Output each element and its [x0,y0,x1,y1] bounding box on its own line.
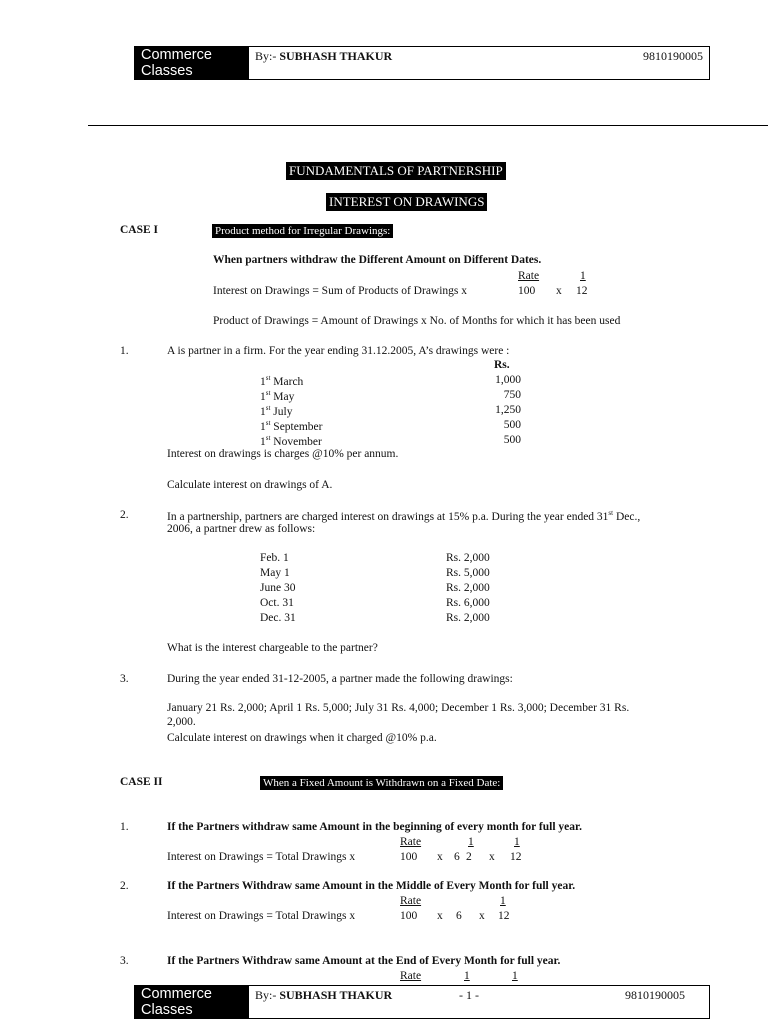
q3-list-cont: 2,000. [167,716,196,728]
case1-product-line: Product of Drawings = Amount of Drawings x No. of Months for which it has been used [213,315,621,327]
case2-item2-x2: x [479,910,485,922]
q1-row-amount: 1,250 [495,404,521,416]
case2-item3-one-a: 1 [464,970,470,982]
q2-text: In a partnership, partners are charged interest on drawings at 15% p.a. During the year ended 31st Dec., [167,509,641,523]
brand-logo: Commerce Classes [135,47,249,79]
case2-item1-one-a: 1 [468,836,474,848]
q3-ask: Calculate interest on drawings when it charged @10% p.a. [167,732,437,744]
q2-dates [260,552,296,627]
q1-row-amount: 500 [503,434,521,446]
q2-row-date: May 1 [260,567,290,579]
header-author: SUBHASH THAKUR [279,49,393,63]
q3-number: 3. [120,673,129,685]
page-number: - 1 - [459,988,479,1002]
case2-heading: When a Fixed Amount is Withdrawn on a Fixed Date: [260,776,503,790]
case1-rate: Rate [518,270,540,282]
q1-note: Interest on drawings is charges @10% per annum. [167,448,399,460]
q2-amounts [446,552,490,627]
q1-row-date: 1st November [260,434,322,448]
case2-item3-one-b: 1 [512,970,518,982]
case1-label: CASE I [120,224,159,236]
q2-row-date: Dec. 31 [260,612,296,624]
q2-row-amount: Rs. 2,000 [446,582,490,594]
case2-item1-x1: x [437,851,443,863]
q1-row-amount: 500 [503,419,521,431]
case1-one: 1 [580,270,586,282]
page-footer [134,985,710,1019]
q1-row-amount: 1,000 [495,374,521,386]
header-rule [88,125,768,126]
q2-row-amount: Rs. 6,000 [446,597,490,609]
case1-x: x [556,285,562,297]
case1-bold-line: When partners withdraw the Different Amount on Different Dates. [213,254,542,266]
case2-item1-two: 2 [466,851,472,863]
q2-row-amount: Rs. 5,000 [446,567,490,579]
page-title: FUNDAMENTALS OF PARTNERSHIP [286,162,506,180]
case2-item1-twelve: 12 [510,851,522,863]
case2-item3-number: 3. [120,955,129,967]
case2-item2-rate: Rate [400,895,422,907]
case2-item2-one: 1 [500,895,506,907]
case2-item3-heading: If the Partners Withdraw same Amount at the End of Every Month for full year. [167,955,561,967]
footer-phone: 9810190005 [625,988,685,1002]
q1-number: 1. [120,345,129,357]
q1-col-head: Rs. [494,359,510,371]
q2-row-date: Feb. 1 [260,552,289,564]
q2-row-amount: Rs. 2,000 [446,612,490,624]
q1-row-date: 1st March [260,374,304,388]
footer-author: SUBHASH THAKUR [279,988,393,1002]
page-header [134,46,710,80]
case2-item1-hundred: 100 [400,851,418,863]
footer-brand-logo: Commerce Classes [135,986,249,1018]
q2-row-date: June 30 [260,582,296,594]
q3-text: During the year ended 31-12-2005, a partner made the following drawings: [167,673,513,685]
q1-amounts [470,374,521,449]
case1-twelve: 12 [576,285,588,297]
case2-item2-six: 6 [456,910,462,922]
case1-hundred: 100 [518,285,536,297]
q1-row-date: 1st September [260,419,323,433]
q1-row-date: 1st May [260,389,295,403]
case2-item1-heading: If the Partners withdraw same Amount in the beginning of every month for full year. [167,821,582,833]
case2-item2-formula: Interest on Drawings = Total Drawings x [167,910,356,922]
footer-byline: By:- SUBHASH THAKUR [255,988,393,1002]
case2-item2-twelve: 12 [498,910,510,922]
q2-row-date: Oct. 31 [260,597,294,609]
q1-row-amount: 750 [503,389,521,401]
case2-item1-one-b: 1 [514,836,520,848]
q2-text-cont: 2006, a partner drew as follows: [167,523,316,535]
case2-label: CASE II [120,776,163,788]
q2-row-amount: Rs. 2,000 [446,552,490,564]
q2-number: 2. [120,509,129,521]
case2-item2-number: 2. [120,880,129,892]
q1-ask: Calculate interest on drawings of A. [167,479,333,491]
case2-item2-x1: x [437,910,443,922]
q2-ask: What is the interest chargeable to the partner? [167,642,378,654]
q1-dates [260,374,322,449]
q3-list: January 21 Rs. 2,000; April 1 Rs. 5,000; July 31 Rs. 4,000; December 1 Rs. 3,000; December 31 Rs. [167,702,630,714]
page-subtitle: INTEREST ON DRAWINGS [326,193,487,211]
case1-heading: Product method for Irregular Drawings: [212,224,393,238]
case2-item1-number: 1. [120,821,129,833]
q1-text: A is partner in a firm. For the year ending 31.12.2005, A’s drawings were : [167,345,510,357]
case1-formula: Interest on Drawings = Sum of Products of Drawings x [213,285,468,297]
q1-row-date: 1st July [260,404,293,418]
header-phone: 9810190005 [643,49,703,63]
case2-item2-hundred: 100 [400,910,418,922]
case2-item1-six: 6 [454,851,460,863]
case2-item1-formula: Interest on Drawings = Total Drawings x [167,851,356,863]
case2-item1-rate: Rate [400,836,422,848]
header-byline: By:- SUBHASH THAKUR [255,49,393,63]
case2-item3-rate: Rate [400,970,422,982]
case2-item1-x2: x [489,851,495,863]
case2-item2-heading: If the Partners Withdraw same Amount in the Middle of Every Month for full year. [167,880,576,892]
